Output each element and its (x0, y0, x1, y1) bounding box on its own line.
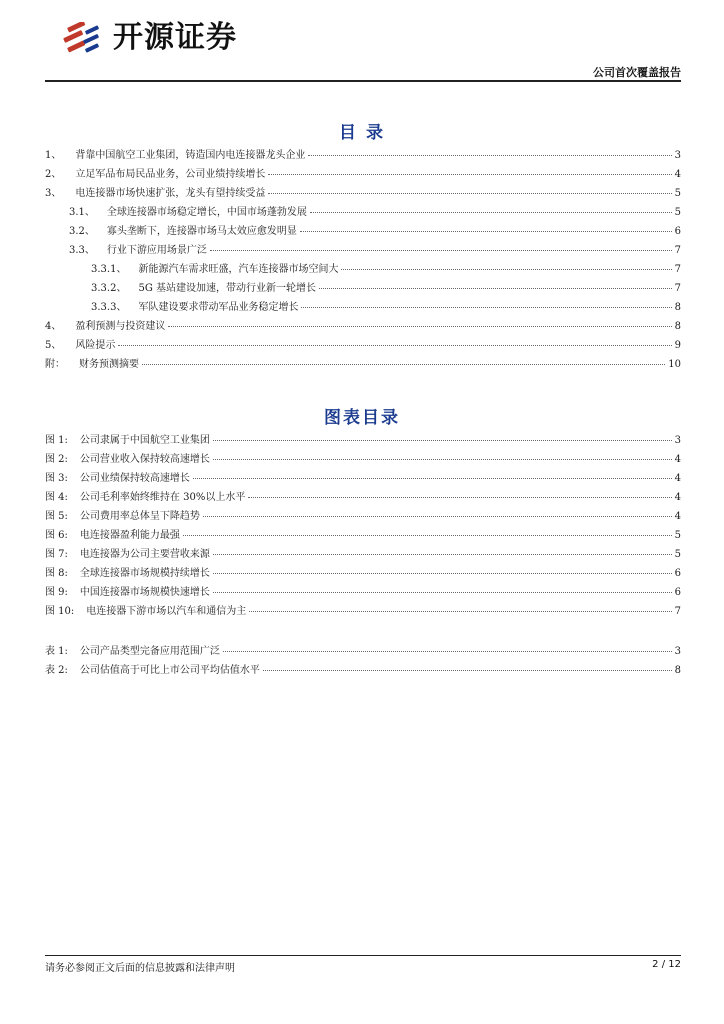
entry-number: 图 7: (45, 549, 68, 560)
dot-leader (142, 364, 665, 365)
entry-title: 全球连接器市场规模持续增长 (79, 568, 210, 579)
toc-entry[interactable] (45, 222, 681, 241)
dot-leader (183, 535, 672, 536)
toc-entry[interactable] (45, 450, 681, 469)
toc-entry[interactable] (45, 203, 681, 222)
entry-number: 图 1: (45, 435, 68, 446)
toc-entry[interactable] (45, 336, 681, 355)
toc-entry[interactable] (45, 602, 681, 621)
footer-divider (45, 955, 681, 956)
toc-entry[interactable] (45, 488, 681, 507)
entry-page-number: 8 (674, 321, 681, 332)
toc-entry[interactable] (45, 431, 681, 450)
dot-leader (300, 231, 672, 232)
entry-page-number: 10 (668, 359, 681, 370)
toc-entry[interactable] (45, 165, 681, 184)
entry-title: 全球连接器市场稳定增长，中国市场蓬勃发展 (106, 207, 307, 218)
entry-number: 表 2: (45, 665, 68, 676)
entry-title: 背靠中国航空工业集团，铸造国内电连接器龙头企业 (75, 150, 306, 161)
entry-number: 3.3.2、 (91, 283, 127, 294)
toc-entry[interactable] (45, 184, 681, 203)
entry-number: 图 6: (45, 530, 68, 541)
entry-title: 电连接器盈利能力最强 (79, 530, 180, 541)
dot-leader (213, 440, 672, 441)
entry-page-number: 4 (674, 492, 681, 503)
dot-leader (213, 554, 672, 555)
entry-number: 3、 (45, 188, 62, 199)
logo-text: 开源证券 (113, 20, 237, 55)
toc-entry[interactable] (45, 526, 681, 545)
entry-number: 图 2: (45, 454, 68, 465)
toc-entry[interactable] (45, 507, 681, 526)
entry-page-number: 5 (674, 207, 681, 218)
entry-page-number: 3 (674, 150, 681, 161)
entry-title: 盈利预测与投资建议 (75, 321, 166, 332)
figures-title: 图表目录 (324, 408, 400, 428)
entry-title: 电连接器市场快速扩张，龙头有望持续受益 (75, 188, 266, 199)
toc-entry[interactable] (45, 298, 681, 317)
entry-page-number: 7 (674, 283, 681, 294)
entry-page-number: 6 (674, 226, 681, 237)
entry-title: 公司毛利率始终维持在 30%以上水平 (79, 492, 246, 503)
entry-number: 附： (45, 359, 65, 370)
entry-number: 表 1: (45, 646, 68, 657)
dot-leader (319, 288, 672, 289)
page-header (45, 0, 681, 84)
dot-leader (168, 326, 671, 327)
toc-entry[interactable] (45, 583, 681, 602)
entry-page-number: 7 (674, 245, 681, 256)
entry-title: 5G 基站建设加速，带动行业新一轮增长 (138, 283, 316, 294)
toc-list (45, 146, 681, 374)
dot-leader (213, 573, 672, 574)
entry-title: 电连接器下游市场以汽车和通信为主 (86, 606, 247, 617)
dot-leader (223, 651, 672, 652)
dot-leader (308, 155, 671, 156)
entry-page-number: 4 (674, 473, 681, 484)
entry-title: 公司产品类型完备应用范围广泛 (79, 646, 220, 657)
entry-page-number: 9 (674, 340, 681, 351)
dot-leader (203, 516, 672, 517)
entry-title: 财务预测摘要 (79, 359, 139, 370)
entry-title: 军队建设要求带动军品业务稳定增长 (138, 302, 299, 313)
entry-page-number: 5 (674, 530, 681, 541)
toc-entry[interactable] (45, 241, 681, 260)
toc-entry[interactable] (45, 642, 681, 661)
entry-number: 3.3.1、 (91, 264, 127, 275)
entry-title: 公司隶属于中国航空工业集团 (79, 435, 210, 446)
entry-page-number: 6 (674, 587, 681, 598)
entry-number: 图 5: (45, 511, 68, 522)
entry-page-number: 8 (674, 665, 681, 676)
entry-title: 公司营业收入保持较高速增长 (79, 454, 210, 465)
entry-title: 公司费用率总体呈下降趋势 (79, 511, 200, 522)
tables-list (45, 642, 681, 680)
entry-page-number: 7 (674, 264, 681, 275)
toc-title: 目 录 (339, 123, 385, 143)
entry-number: 图 9: (45, 587, 68, 598)
toc-entry[interactable] (45, 355, 681, 374)
company-logo (61, 22, 237, 54)
dot-leader (249, 611, 671, 612)
dot-leader (213, 459, 672, 460)
dot-leader (263, 670, 672, 671)
figures-list (45, 431, 681, 621)
entry-title: 立足军品布局民品业务，公司业绩持续增长 (75, 169, 266, 180)
entry-title: 行业下游应用场景广泛 (106, 245, 207, 256)
entry-title: 电连接器为公司主要营收来源 (79, 549, 210, 560)
entry-title: 风险提示 (75, 340, 116, 351)
dot-leader (268, 174, 671, 175)
entry-page-number: 5 (674, 188, 681, 199)
dot-leader (341, 269, 671, 270)
page-number: 2 / 12 (652, 959, 681, 970)
entry-page-number: 5 (674, 549, 681, 560)
toc-entry[interactable] (45, 545, 681, 564)
toc-entry[interactable] (45, 260, 681, 279)
entry-number: 3.1、 (69, 207, 95, 218)
toc-entry[interactable] (45, 469, 681, 488)
entry-number: 图 3: (45, 473, 68, 484)
dot-leader (248, 497, 671, 498)
toc-entry[interactable] (45, 317, 681, 336)
toc-entry[interactable] (45, 146, 681, 165)
dot-leader (118, 345, 671, 346)
entry-number: 5、 (45, 340, 62, 351)
entry-number: 3.2、 (69, 226, 95, 237)
entry-page-number: 3 (674, 435, 681, 446)
dot-leader (310, 212, 672, 213)
entry-number: 3.3.3、 (91, 302, 127, 313)
entry-number: 图 8: (45, 568, 68, 579)
entry-page-number: 4 (674, 454, 681, 465)
dot-leader (193, 478, 672, 479)
entry-page-number: 4 (674, 511, 681, 522)
entry-page-number: 3 (674, 646, 681, 657)
entry-page-number: 8 (674, 302, 681, 313)
entry-title: 公司估值高于可比上市公司平均估值水平 (79, 665, 260, 676)
footer-disclaimer: 请务必参阅正文后面的信息披露和法律声明 (45, 963, 235, 974)
toc-entry[interactable] (45, 564, 681, 583)
entry-number: 图 10: (45, 606, 75, 617)
report-type-label: 公司首次覆盖报告 (593, 66, 681, 79)
entry-number: 2、 (45, 169, 62, 180)
dot-leader (268, 193, 671, 194)
logo-mark-icon (61, 22, 105, 54)
entry-number: 图 4: (45, 492, 68, 503)
entry-title: 新能源汽车需求旺盛，汽车连接器市场空间大 (138, 264, 339, 275)
header-divider (45, 80, 681, 82)
entry-page-number: 6 (674, 568, 681, 579)
entry-number: 3.3、 (69, 245, 95, 256)
entry-number: 4、 (45, 321, 62, 332)
entry-number: 1、 (45, 150, 62, 161)
entry-title: 中国连接器市场规模快速增长 (79, 587, 210, 598)
entry-title: 公司业绩保持较高速增长 (79, 473, 190, 484)
entry-page-number: 7 (674, 606, 681, 617)
entry-title: 寡头垄断下，连接器市场马太效应愈发明显 (106, 226, 297, 237)
entry-page-number: 4 (674, 169, 681, 180)
toc-entry[interactable] (45, 279, 681, 298)
dot-leader (210, 250, 672, 251)
dot-leader (301, 307, 671, 308)
toc-entry[interactable] (45, 661, 681, 680)
dot-leader (213, 592, 672, 593)
